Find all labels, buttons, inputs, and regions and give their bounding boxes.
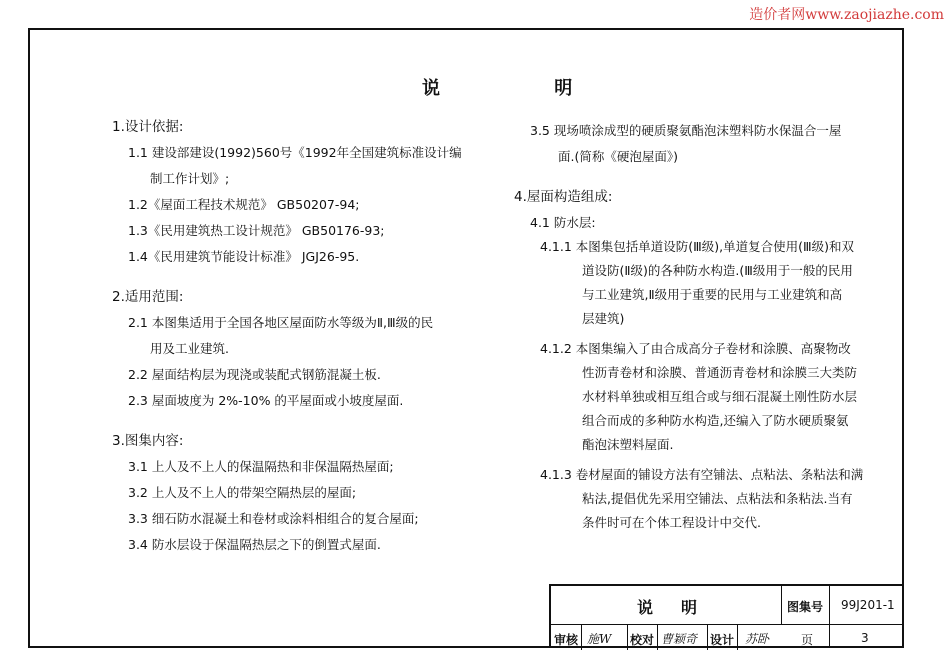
design-label: 设计 — [710, 633, 735, 647]
item-3-3: 3.3 细石防水混凝土和卷材或涂料相组合的复合屋面; — [128, 511, 419, 526]
title-block — [549, 584, 902, 648]
item-3-5-cont: 面.(简称《硬泡屋面》) — [558, 149, 678, 164]
item-2-1: 2.1 本图集适用于全国各地区屋面防水等级为Ⅱ,Ⅲ级的民 — [128, 315, 434, 330]
page-label: 页 — [801, 633, 814, 647]
title-block-divider — [707, 624, 708, 650]
section-3-heading: 3.图集内容: — [112, 433, 184, 449]
right-column — [514, 122, 890, 532]
atlas-number: 99J201-1 — [841, 598, 895, 612]
section-1-heading: 1.设计依据: — [112, 119, 184, 135]
page-title: 说 明 — [422, 78, 627, 99]
item-1-2: 1.2《屋面工程技术规范》 GB50207-94; — [128, 197, 360, 212]
section-4-heading: 4.屋面构造组成: — [514, 189, 613, 205]
item-1-4: 1.4《民用建筑节能设计标准》 JGJ26-95. — [128, 249, 360, 264]
item-4-1-3-line: 条件时可在个体工程设计中交代. — [582, 515, 761, 530]
item-4-1-2 — [530, 340, 890, 454]
item-4-1-2-line: 水材料单独或相互组合或与细石混凝土刚性防水层 — [582, 389, 858, 404]
item-4-1-3-line: 粘法,提倡优先采用空铺法、点粘法和条粘法.当有 — [582, 491, 853, 506]
item-3-1: 3.1 上人及不上人的保温隔热和非保温隔热屋面; — [128, 459, 394, 474]
item-1-1-cont: 制工作计划》; — [150, 171, 230, 186]
item-4-1-1-line: 与工业建筑,Ⅱ级用于重要的民用与工业建筑和高 — [582, 287, 843, 302]
item-4-1-1 — [530, 238, 890, 328]
item-4-1-1-line: 层建筑) — [582, 311, 625, 326]
review-signature: 施W — [587, 632, 612, 646]
check-label: 校对 — [630, 633, 655, 647]
item-3-4: 3.4 防水层设于保温隔热层之下的倒置式屋面. — [128, 537, 381, 552]
item-4-1-2-line: 酯泡沫塑料屋面. — [582, 437, 674, 452]
item-1-1: 1.1 建设部建设(1992)560号《1992年全国建筑标准设计编 — [128, 145, 462, 160]
item-4-1-3 — [530, 466, 890, 532]
item-4-1-2-line: 4.1.2 本图集编入了由合成高分子卷材和涂膜、高聚物改 — [540, 341, 851, 356]
title-block-divider — [657, 624, 658, 650]
design-signature: 苏卧 — [745, 632, 770, 646]
item-4-1-1-line: 道设防(Ⅱ级)的各种防水构造.(Ⅲ级用于一般的民用 — [582, 263, 853, 278]
page-number: 3 — [861, 631, 869, 645]
item-4-1: 4.1 防水层: — [530, 215, 596, 230]
title-block-divider — [737, 624, 738, 650]
watermark-text: 造价者网www.zaojiazhe.com — [749, 7, 944, 23]
title-block-divider — [581, 624, 582, 650]
check-signature: 曹颖奇 — [661, 632, 698, 646]
item-4-1-2-line: 性沥青卷材和涂膜、普通沥青卷材和涂膜三大类防 — [582, 365, 858, 380]
title-block-divider — [551, 624, 902, 625]
sheet-name: 说明 — [637, 598, 726, 617]
item-2-3: 2.3 屋面坡度为 2%-10% 的平屋面或小坡度屋面. — [128, 393, 404, 408]
left-column — [112, 118, 512, 554]
item-4-1-1-line: 4.1.1 本图集包括单道设防(Ⅲ级),单道复合使用(Ⅲ级)和双 — [540, 239, 854, 254]
title-block-divider — [781, 586, 782, 624]
review-label: 审核 — [554, 633, 579, 647]
title-block-divider — [829, 586, 830, 648]
atlas-number-label: 图集号 — [787, 600, 824, 614]
item-3-5: 3.5 现场喷涂成型的硬质聚氨酯泡沫塑料防水保温合一屋 — [530, 123, 842, 138]
item-1-3: 1.3《民用建筑热工设计规范》 GB50176-93; — [128, 223, 385, 238]
item-2-2: 2.2 屋面结构层为现浇或装配式钢筋混凝土板. — [128, 367, 381, 382]
item-4-1-2-line: 组合而成的多种防水构造,还编入了防水硬质聚氨 — [582, 413, 849, 428]
item-4-1-3-line: 4.1.3 卷材屋面的铺设方法有空铺法、点粘法、条粘法和满 — [540, 467, 864, 482]
section-2-heading: 2.适用范围: — [112, 289, 184, 305]
item-3-2: 3.2 上人及不上人的带架空隔热层的屋面; — [128, 485, 357, 500]
title-block-divider — [627, 624, 628, 650]
item-2-1-cont: 用及工业建筑. — [150, 341, 229, 356]
